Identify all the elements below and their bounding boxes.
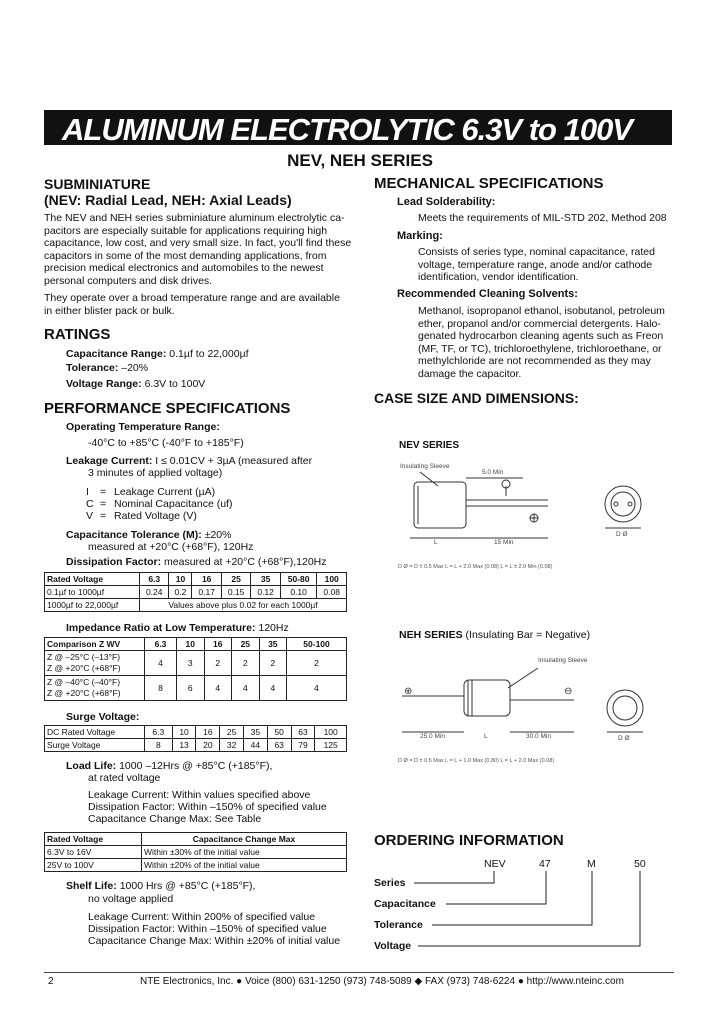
load-life-item: Capacitance Change Max: See Table — [88, 813, 262, 825]
symbol-c: C = Nominal Capacitance (uf) — [86, 498, 233, 510]
cap-change-table: Rated Voltage Capacitance Change Max 6.3V to 16V Within ±30% of the initial value 25V to 100V Within ±20% of the initial value — [44, 832, 347, 872]
shelf-life-item: Capacitance Change Max: Within ±20% of initial value — [88, 935, 341, 947]
svg-text:D Ø = D ± 0.5 Max L = L +: D Ø = D ± 0.5 Max L = L + 1.0 Max (0.80) L = L + 2.0 Max (0.08) — [398, 758, 555, 764]
load-life-note: at rated voltage — [88, 772, 161, 784]
neh-diagram — [398, 648, 680, 766]
lead-solderability-text: Meets the requirements of MIL-STD 202, Method 208 — [418, 212, 667, 224]
svg-text:⊖: ⊖ — [564, 686, 573, 697]
svg-text:15 Min: 15 Min — [494, 539, 514, 546]
ordering-label-voltage: Voltage — [374, 940, 412, 952]
svg-text:25.0 Min: 25.0 Min — [420, 733, 445, 740]
footer-divider — [44, 972, 674, 973]
footer-contact: NTE Electronics, Inc. ● Voice (800) 631-1250 (973) 748-5089 ◆ FAX (973) 748-6224 ● http://www.nteinc.com — [140, 976, 624, 987]
marking-text: Consists of series type, nominal capacitance, rated voltage, temperature range, anode and/or cathode identification, vendor identification. — [418, 246, 655, 283]
op-temp-value: -40°C to +85°C (-40°F to +185°F) — [88, 437, 244, 449]
cap-tolerance-note: measured at +20°C (+68°F), 120Hz — [88, 541, 254, 553]
ratings-heading: RATINGS — [44, 326, 111, 343]
ordering-leader-lines — [374, 868, 654, 952]
surge-voltage-label: Surge Voltage: — [66, 711, 140, 723]
marking-label: Marking: — [397, 230, 443, 242]
load-life: Load Life: 1000 –12Hrs @ +85°C (+185°F), — [66, 760, 273, 772]
op-temp-label: Operating Temperature Range: — [66, 421, 220, 433]
ordering-code-voltage: 50 — [634, 858, 646, 870]
performance-heading: PERFORMANCE SPECIFICATIONS — [44, 400, 291, 417]
leakage-current: Leakage Current: I ≤ 0.01CV + 3µA (measured after — [66, 455, 313, 467]
svg-text:Insulating Sleeve: Insulating Sleeve — [538, 657, 588, 664]
svg-text:⊕: ⊕ — [404, 686, 413, 697]
ordering-label-capacitance: Capacitance — [374, 898, 436, 910]
ordering-heading: ORDERING INFORMATION — [374, 832, 564, 849]
svg-text:D Ø: D Ø — [616, 531, 628, 538]
intro-paragraph: The NEV and NEH series subminiature aluminum electrolytic ca- pacitors are especially suitable for applications requiring high capacitance, low cost, and very small size. In fact, you'll find these capacitors in some of the most demanding applications, from precision medical electronics and automobiles to the newest personal computers and disk drives. — [44, 212, 352, 287]
cap-tolerance: Capacitance Tolerance (M): ±20% — [66, 529, 232, 541]
series-title: NEV, NEH SERIES — [287, 151, 433, 170]
svg-text:5.0 Min: 5.0 Min — [482, 469, 504, 476]
load-life-item: Leakage Current: Within values specified above — [88, 789, 311, 801]
dissipation-factor: Dissipation Factor: measured at +20°C (+68°F),120Hz — [66, 556, 327, 568]
symbol-v: V = Rated Voltage (V) — [86, 510, 197, 522]
shelf-life-item: Leakage Current: Within 200% of specified value — [88, 911, 316, 923]
symbol-i: I = Leakage Current (µA) — [86, 486, 216, 498]
shelf-life: Shelf Life: 1000 Hrs @ +85°C (+185°F), — [66, 880, 256, 892]
nev-series-label: NEV SERIES — [399, 440, 460, 451]
nev-diagram — [398, 456, 680, 572]
intro-paragraph-2: They operate over a broad temperature range and are available in either blister pack or bulk. — [44, 292, 340, 317]
cleaning-text: Methanol, isopropanol ethanol, isobutanol, petroleum ether, propanol and/or commercial detergents. Halo- genated hydrocarbon cleaning agents such as Freon (MF, TF, or TC), trichloroethylene, trichloroethane, or methylchloride are not recommended as they may damage the capacitor. — [418, 305, 665, 380]
subminiature-subheading: (NEV: Radial Lead, NEH: Axial Leads) — [44, 192, 292, 208]
load-life-item: Dissipation Factor: Within –150% of specified value — [88, 801, 327, 813]
svg-text:D Ø = D ± 0.5 Max L = L +: D Ø = D ± 0.5 Max L = L + 2.0 Max (0.08) L = L ± 2.0 Min (0.08) — [398, 564, 553, 570]
impedance-table: Comparison Z WV 6.3 10 16 25 35 50-100 Z @ –25°C (–13°F) Z @ +20°C (+68°F) 4 3 2 2 2 2 Z @ –40°C (–40°F) Z @ +20°C (+68°F) 8 6 4 4 4 4 — [44, 637, 347, 701]
ordering-code-capacitance: 47 — [539, 858, 551, 870]
page-number: 2 — [48, 976, 54, 987]
svg-text:30.0 Min: 30.0 Min — [526, 733, 551, 740]
svg-text:Insulating Sleeve: Insulating Sleeve — [400, 463, 450, 470]
cleaning-label: Recommended Cleaning Solvents: — [397, 288, 578, 300]
shelf-life-item: Dissipation Factor: Within –150% of specified value — [88, 923, 327, 935]
rating-voltage: Voltage Range: 6.3V to 100V — [66, 378, 206, 390]
df-table: Rated Voltage 6.3 10 16 25 35 50-80 100 0.1µf to 1000µf 0.24 0.2 0.17 0.15 0.12 0.10 0.08 1000µf to 22,000µf Values above plus 0.02 for each 1000µf — [44, 572, 347, 612]
svg-text:D Ø: D Ø — [618, 735, 630, 742]
case-size-heading: CASE SIZE AND DIMENSIONS: — [374, 390, 579, 406]
svg-text:L: L — [434, 539, 438, 546]
neh-series-label: NEH SERIES (Insulating Bar = Negative) — [399, 629, 591, 641]
rating-capacitance: Capacitance Range: 0.1µf to 22,000µf — [66, 348, 249, 360]
page-title: ALUMINUM ELECTROLYTIC 6.3V to 100V — [62, 112, 632, 147]
shelf-life-note: no voltage applied — [88, 893, 174, 905]
lead-solderability-label: Lead Solderability: — [397, 196, 496, 208]
ordering-label-series: Series — [374, 877, 406, 889]
impedance-ratio: Impedance Ratio at Low Temperature: 120Hz — [66, 622, 289, 634]
mechanical-heading: MECHANICAL SPECIFICATIONS — [374, 175, 604, 192]
svg-text:L: L — [484, 733, 488, 740]
ordering-code-tolerance: M — [587, 858, 596, 870]
rating-tolerance: Tolerance: –20% — [66, 362, 149, 374]
ordering-label-tolerance: Tolerance — [374, 919, 423, 931]
subminiature-heading: SUBMINIATURE — [44, 176, 151, 192]
ordering-code-series: NEV — [484, 858, 506, 870]
leakage-current-note: 3 minutes of applied voltage) — [88, 467, 223, 479]
surge-table: DC Rated Voltage 6.3 10 16 25 35 50 63 100 Surge Voltage 8 13 20 32 44 63 79 125 — [44, 725, 347, 752]
